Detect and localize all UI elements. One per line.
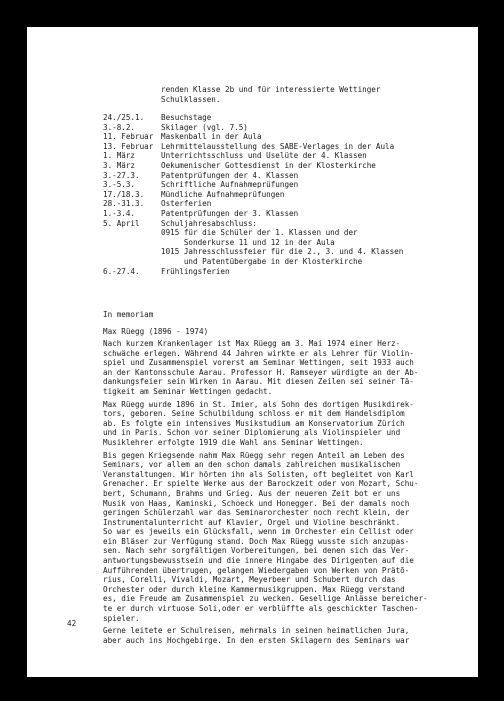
schedule-date: 28.-31.3. bbox=[103, 199, 145, 209]
schedule-event-line: und Patentübergabe in der Klosterkirche bbox=[161, 256, 363, 266]
intro-line: renden Klasse 2b und für interessierte Wettinger bbox=[161, 85, 381, 94]
schedule-event-line: Maskenball in der Aula bbox=[161, 132, 262, 142]
schedule-event-line: Lehrmittelausstellung des SABE-Verlages in der Aula bbox=[161, 141, 395, 151]
schedule-event-line: Patentprüfungen der 3. Klassen bbox=[161, 208, 299, 218]
schedule-event-line: Unterrichtsschluss und Uselüte der 4. Klassen bbox=[161, 151, 367, 161]
schedule-event-line: 0915 für die Schüler der 1. Klassen und der bbox=[161, 228, 358, 238]
schedule-row bbox=[103, 142, 473, 152]
schedule-row bbox=[103, 161, 473, 171]
schedule-row bbox=[103, 132, 473, 142]
schedule-row bbox=[103, 123, 473, 133]
schedule-row bbox=[103, 171, 473, 181]
schedule-list bbox=[103, 113, 473, 276]
schedule-date: 13. Februar bbox=[103, 141, 154, 151]
intro-continuation bbox=[103, 85, 504, 104]
schedule-date: 5. April bbox=[103, 218, 140, 228]
memoriam-heading: In memoriam bbox=[103, 310, 154, 319]
paragraph: Nach kurzem Krankenlager ist Max Rüegg am 3. Mai 1974 einer Herz- schwäche erlegen. Während 44 Jahren wirkte er als Lehrer für Violin- spiel und Zusammenspiel vorerst am Seminar Wettingen, seit 1933 auch an der Kantonsschule Aarau. Professor H. Ramseyer würdigte an der Ab- dankungsfeier sein Wirken in Aarau. Mit diesen Zeilen sei seiner Tä- tigkeit am Seminar Wettingen gedacht. bbox=[103, 339, 419, 396]
schedule-event bbox=[161, 267, 473, 277]
schedule-date: 3. März bbox=[103, 160, 136, 170]
schedule-event-line: Schriftliche Aufnahmeprüfungen bbox=[161, 180, 299, 190]
paragraph: Max Rüegg wurde 1896 in St. Imier, als Sohn des dortigen Musikdirek- tors, geboren. Seine Schulbildung schloss er mit dem Handelsdiplom ab. Es folgte ein intensives Musikstudium am Konservatorium Zürich und in Paris. Schon vor seiner Diplomierung als Violinspieler und Musiklehrer erfolgte 1919 die Wahl ans Seminar Wettingen. bbox=[103, 399, 414, 447]
schedule-event-line: Oekumenischer Gottesdienst in der Klosterkirche bbox=[161, 160, 376, 170]
schedule-event-line: Mündliche Aufnahmeprüfungen bbox=[161, 189, 285, 199]
schedule-date: 3.-5.3. bbox=[103, 180, 136, 190]
paragraph: Gerne leitete er Schulreisen, mehrmals in seinen heimatlichen Jura, aber auch ins Hochgebirge. In den ersten Skilagern des Seminars war bbox=[103, 626, 410, 645]
schedule-event bbox=[161, 161, 473, 171]
schedule-row bbox=[103, 190, 473, 200]
schedule-event-line: Sonderkurse 11 und 12 in der Aula bbox=[161, 237, 335, 247]
schedule-event-line: Skilager (vgl. 7.5) bbox=[161, 122, 248, 132]
schedule-date: 1. März bbox=[103, 151, 136, 161]
paragraph: Bis gegen Kriegsende nahm Max Rüegg sehr regen Anteil am Leben des Seminars, vor allem an den schon damals zahlreichen musikalischen Veranstaltungen. Wir hörten ihn als Solisten, oft begleitet von Karl Grenacher. Er spielte Werke aus der Barockzeit oder von Mozart, Schu- bert, Schumann, Brahms und Grieg. Aus der neueren Zeit bot er uns Musik von Haas, Kaminski, Schoeck und Honegger. Bei der damals noch geringen Schülerzahl war das Seminarorchester noch recht klein, der Instrumentalunterricht auf Klavier, Orgel und Violine beschränkt. So war es jeweils ein Glücksfall, wenn im Orchester ein Cellist oder ein Bläser zur Verfügung stand. Doch Max Rüegg wusste sich anzupas- sen. Nach sehr sorgfältigen Vorbereitungen, bei denen sich das Ver- antwortungsbewusstsein und die innere Hingabe des Dirigenten auf die Aufführenden übertrugen, gelangen Wiedergaben von Werken von Prätō- rius, Corelli, Vivaldi, Mozart, Meyerbeer und Schubert durch das Orchester oder durch kleine Kammermusikgruppen. Max Rüegg verstand es, die Freude am Zusammenspiel zu wecken. Gesellige Anlässe bereicher- te er durch virtuose Soli,oder er verblüffte als geschickter Taschen- spieler. bbox=[103, 450, 428, 623]
schedule-event bbox=[161, 180, 473, 190]
schedule-row bbox=[103, 199, 473, 209]
schedule-event bbox=[161, 190, 473, 200]
intro-line: Schulklassen. bbox=[161, 94, 221, 104]
obituary-title: Max Rüegg (1896 - 1974) bbox=[103, 327, 209, 336]
schedule-date: 11. Februar bbox=[103, 132, 154, 142]
schedule-event bbox=[161, 171, 473, 181]
schedule-event-line: Besuchstage bbox=[161, 113, 212, 122]
schedule-row bbox=[103, 113, 473, 123]
schedule-event bbox=[161, 132, 473, 142]
schedule-event-line: Schuljahresabschluss: bbox=[161, 218, 258, 228]
schedule-event bbox=[161, 123, 473, 133]
obituary-body bbox=[103, 339, 468, 648]
schedule-date: 3.-27.3. bbox=[103, 170, 140, 180]
schedule-row bbox=[103, 267, 473, 277]
schedule-event bbox=[161, 142, 473, 152]
schedule-row bbox=[103, 151, 473, 161]
page-number: 42 bbox=[67, 619, 77, 628]
schedule-date: 3.-8.2. bbox=[103, 122, 136, 132]
schedule-event bbox=[161, 151, 473, 161]
schedule-date: 6.-27.4. bbox=[103, 266, 140, 276]
schedule-event-line: Osterferien bbox=[161, 199, 212, 209]
schedule-event-line: Patentprüfungen der 4. Klassen bbox=[161, 170, 299, 180]
schedule-event-line: 1015 Jahresschlussfeier für die 2., 3. und 4. Klassen bbox=[161, 247, 404, 257]
schedule-event bbox=[161, 199, 473, 209]
schedule-event-line: Frühlingsferien bbox=[161, 266, 230, 276]
schedule-row bbox=[103, 209, 473, 219]
schedule-date: 24./25.1. bbox=[103, 113, 145, 122]
document-page bbox=[27, 27, 478, 677]
schedule-date: 1.-3.4. bbox=[103, 208, 136, 218]
schedule-event bbox=[161, 113, 473, 123]
schedule-event bbox=[161, 219, 473, 267]
schedule-row bbox=[103, 219, 473, 267]
schedule-row bbox=[103, 180, 473, 190]
schedule-event bbox=[161, 209, 473, 219]
schedule-date: 17./18.3. bbox=[103, 189, 145, 199]
